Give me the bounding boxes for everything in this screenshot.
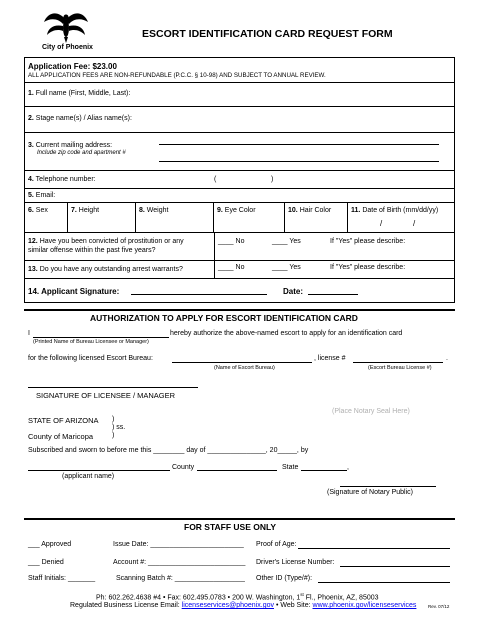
applicant-signature-line[interactable] [131, 294, 267, 295]
comma: , [347, 464, 349, 471]
field-number: 2. [28, 115, 34, 122]
scanning-batch-field[interactable]: Scanning Batch #: __________________ [116, 575, 245, 582]
applicant-signature-row [25, 278, 454, 303]
field-label: Date of Birth (mm/dd/yy) [362, 207, 439, 214]
printed-name-caption: (Printed Name of Bureau Licensee or Manager) [33, 339, 149, 345]
bureau-label: for the following licensed Escort Bureau: [28, 355, 153, 362]
date-label: Date: [283, 287, 304, 296]
divider [347, 203, 348, 232]
field-label: Height [78, 207, 100, 214]
applicant-name-line[interactable] [28, 470, 170, 471]
divider [135, 203, 136, 232]
field-number: 11. [351, 207, 361, 214]
address-hint: Include zip code and apartment # [37, 150, 126, 156]
field-label: Applicant Signature: [41, 287, 120, 296]
applicant-form-box [24, 57, 455, 303]
field-number: 1. [28, 90, 34, 97]
answer-yes[interactable]: ____ Yes [272, 238, 301, 245]
field-number: 6. [28, 207, 34, 214]
fee-note: ALL APPLICATION FEES ARE NON-REFUNDABLE (P.C.C. § 10-98) AND SUBJECT TO ANNUAL REVIEW. [28, 72, 326, 79]
authorization-i: I [28, 330, 30, 337]
describe-label: If "Yes" please describe: [330, 238, 406, 245]
approved-checkbox[interactable]: ___ Approved [28, 541, 72, 548]
field-number: 9. [217, 207, 223, 214]
applicant-signature-label [28, 287, 119, 296]
footer-email-label: Regulated Business License Email: [70, 602, 182, 609]
field-number: 7. [71, 207, 77, 214]
section-divider [24, 518, 455, 520]
bureau-name-caption: (Name of Escort Bureau) [214, 365, 275, 371]
field-number: 8. [139, 207, 145, 214]
field-stage-name[interactable] [25, 106, 454, 132]
divider [67, 203, 68, 232]
notary-seal-placeholder: (Place Notary Seal Here) [332, 408, 410, 415]
other-id-label: Other ID (Type/#): [256, 575, 313, 582]
section-divider [24, 309, 455, 311]
divider [214, 233, 215, 260]
email-link[interactable]: licenseservices@phoenix.gov [181, 602, 274, 609]
denied-checkbox[interactable]: ___ Denied [28, 559, 64, 566]
answer-no[interactable]: ____ No [218, 238, 245, 245]
field-telephone[interactable] [25, 170, 454, 188]
field-label: Telephone number: [35, 176, 96, 183]
notary-signature-caption: (Signature of Notary Public) [327, 489, 413, 496]
field-number: 3. [28, 142, 34, 149]
answer-no[interactable]: ____ No [218, 264, 245, 271]
field-number: 12. [28, 238, 38, 245]
question-text: Have you been convicted of prostitution or any [39, 238, 184, 245]
field-label: Sex [35, 207, 48, 214]
field-label: Stage name(s) / Alias name(s): [35, 115, 132, 122]
state-label: STATE OF ARIZONA [28, 416, 99, 425]
licensee-signature-caption: SIGNATURE OF LICENSEE / MANAGER [36, 391, 176, 400]
bureau-name-line[interactable] [172, 362, 312, 363]
state-field-label: State [282, 464, 299, 471]
website-link[interactable]: www.phoenix.gov/licenseservices [312, 602, 417, 609]
revision-date: Rev. 07/12 [428, 604, 450, 609]
question-prostitution [25, 232, 454, 260]
address-line-2[interactable] [159, 161, 439, 162]
venue-paren: ) [112, 432, 115, 439]
divider [214, 261, 215, 278]
county-label: County of Maricopa [28, 432, 94, 441]
license-label: , license # [314, 355, 346, 362]
field-number: 13. [28, 266, 38, 273]
footer-contact-text: Fl., Phoenix, AZ, 85003 [303, 594, 379, 602]
city-of-phoenix-logo [38, 8, 94, 56]
answer-yes[interactable]: ____ Yes [272, 264, 301, 271]
field-full-name[interactable] [25, 82, 454, 106]
staff-heading: FOR STAFF USE ONLY [184, 522, 277, 532]
field-label: Current mailing address: [35, 142, 113, 149]
licensee-name-line[interactable] [33, 337, 169, 338]
field-email[interactable] [25, 188, 454, 202]
drivers-license-label: Driver's License Number: [256, 559, 335, 566]
footer-web-label: • Web Site: [274, 602, 313, 609]
field-date-of-birth[interactable] [351, 207, 438, 214]
footer-contact-text: Ph: 602.262.4638 #4 • Fax: 602.495.0783 • 200 W. Washington, 1 [96, 594, 301, 602]
staff-initials-field[interactable]: Staff Initials: _______ [28, 575, 96, 582]
drivers-license-line[interactable] [340, 566, 450, 567]
state-field-line[interactable] [301, 470, 347, 471]
applicant-name-caption: (applicant name) [62, 473, 115, 480]
field-number: 14. [28, 287, 40, 296]
address-line-1[interactable] [159, 144, 439, 145]
footer-web [70, 602, 416, 609]
field-label: Email: [35, 192, 56, 199]
field-height[interactable] [71, 207, 99, 214]
area-code-open: ( [214, 176, 217, 183]
field-eye-color[interactable] [217, 207, 256, 214]
field-number: 4. [28, 176, 34, 183]
bureau-license-line[interactable] [353, 362, 443, 363]
field-number: 5. [28, 192, 34, 199]
form-title: ESCORT IDENTIFICATION CARD REQUEST FORM [142, 28, 393, 40]
venue-paren: ) [112, 416, 115, 423]
dob-slash: / [413, 219, 416, 228]
subscribed-sworn-text[interactable]: Subscribed and sworn to before me this ________ day of _______________, 20_____, by [28, 447, 309, 454]
field-label: Hair Color [299, 207, 332, 214]
field-number: 10. [288, 207, 298, 214]
field-label: Eye Color [224, 207, 256, 214]
licensee-signature-line[interactable] [28, 387, 198, 388]
describe-label: If "Yes" please describe: [330, 264, 406, 271]
account-number-field[interactable]: Account #: _________________________ [113, 559, 246, 566]
area-code-close: ) [271, 176, 274, 183]
issue-date-field[interactable]: Issue Date: ________________________ [113, 541, 244, 548]
county-field-line[interactable] [197, 470, 277, 471]
divider [213, 203, 214, 232]
notary-signature-line[interactable] [340, 486, 436, 487]
period: . [446, 355, 448, 362]
county-field-label: County [172, 464, 195, 471]
field-label: Full name (First, Middle, Last): [35, 90, 131, 97]
field-sex[interactable] [28, 207, 48, 214]
venue-ss: ) ss. [112, 424, 126, 431]
bureau-license-caption: (Escort Bureau License #) [368, 365, 432, 371]
divider [284, 203, 285, 232]
proof-of-age-line[interactable] [298, 548, 450, 549]
footer-superscript: st [300, 592, 304, 597]
application-fee: Application Fee: $23.00 [28, 62, 117, 71]
question-text: Do you have any outstanding arrest warrants? [39, 266, 183, 273]
authorization-text: hereby authorize the above-named escort to apply for an identification card [170, 330, 403, 337]
proof-of-age-label: Proof of Age: [256, 541, 297, 548]
logo-text: City of Phoenix [42, 44, 93, 51]
question-warrants [25, 260, 454, 278]
authorization-heading: AUTHORIZATION TO APPLY FOR ESCORT IDENTIFICATION CARD [90, 313, 358, 323]
dob-slash: / [380, 219, 383, 228]
physical-description-row [25, 202, 454, 232]
question-text: similar offense within the past five years? [28, 247, 156, 254]
field-weight[interactable] [139, 207, 168, 214]
date-line[interactable] [308, 294, 358, 295]
field-label: Weight [146, 207, 169, 214]
field-hair-color[interactable] [288, 207, 331, 214]
field-mailing-address[interactable] [25, 132, 454, 170]
other-id-line[interactable] [318, 582, 450, 583]
footer-contact [96, 592, 379, 601]
